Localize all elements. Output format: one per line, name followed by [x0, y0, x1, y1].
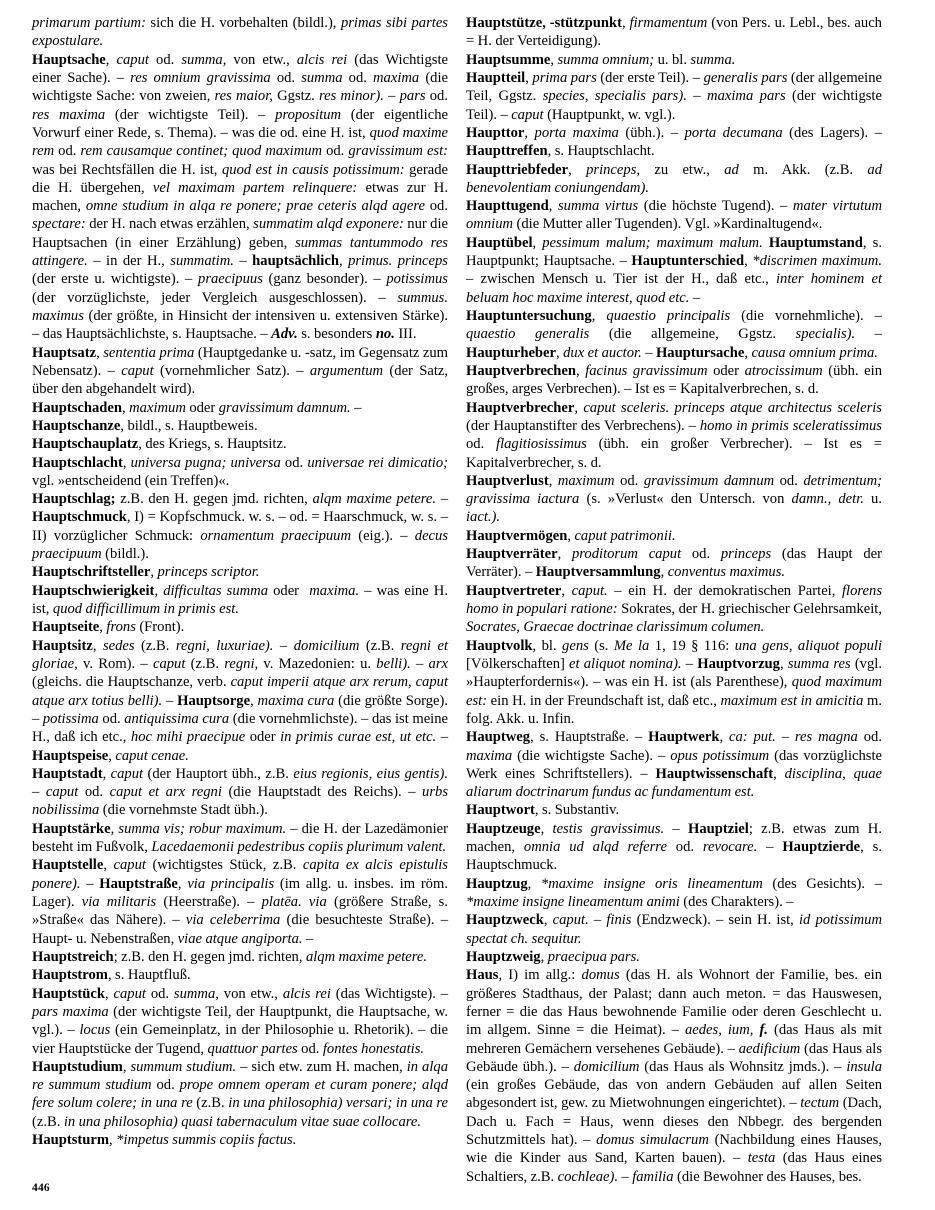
dictionary-entry: Hauptzweig, praecipua pars. — [466, 948, 640, 965]
dictionary-entry: Hauptverlust, maximum od. gravissimum damnum od. detrimentum; gravissima iactura (s. »Verlust« den Untersch. von damn., detr. u. iact.). — [466, 472, 883, 526]
page-number: 446 — [32, 1182, 50, 1194]
dictionary-entry: Hauptschauplatz, des Kriegs, s. Hauptsitz. — [32, 436, 287, 453]
dictionary-entry: Hauptstütze, -stützpunkt, firmamentum (von Pers. u. Lebl., bes. auch = H. der Verteidigung). — [466, 15, 882, 50]
dictionary-entry: Hauptstrom, s. Hauptfluß. — [32, 967, 191, 984]
dictionary-entry: Hauptsache, caput od. summa, von etw., alcis rei (das Wichtigste einer Sache). – res omnium gravissima od. summa od. maxima (die wichtigste Sache: von zweien, res maior, Ggstz. res minor). – pars od. res maxima (der wichtigste Teil). – propositum (der eigentliche Vorwurf einer Rede, s. Thema). – was die od. eine H. ist, quod maxime rem od. rem causamque continet; quod maximum od. gravissimum est: was bei Rechtsfällen die H. ist, quod est in causis potissimum: gerade die H. übergehen, vel maximam partem relinquere: etwas zur H. machen, omne studium in alqa re ponere; prae ceteris alqd agere od. spectare: der H. nach etwas erzählen, summatim alqd exponere: nur die Hauptsachen (in einer Erzählung) geben, summas tantummodo res attingere. – in der H., summatim. – hauptsächlich, primus. princeps (der erste u. wichtigste). – praecipuus (ganz besonder). – potissimus (der vorzüglichste, jeder Vergleich ausgeschlossen). – summus. maximus (der größte, in Hinsicht der intensiven u. extensiven Stärke). – das Hauptsächlichste, s. Hauptsache. – Adv. s. besonders no. III. — [32, 51, 449, 343]
dictionary-entry: Hauptwort, s. Substantiv. — [466, 802, 620, 819]
two-column-body — [32, 14, 903, 1185]
dictionary-entry: Hauptstück, caput od. summa, von etw., alcis rei (das Wichtigste). – pars maxima (der wichtigste Teil, der Hauptpunkt, die Hauptsache, w. vgl.). – locus (ein Gemeinplatz, in der Philosophie u. Rhetorik). – die vier Hauptstücke der Tugend, quattuor partes od. fontes honestatis. — [32, 985, 449, 1057]
dictionary-entry: Hauptübel, pessimum malum; maximum malum. Hauptumstand, s. Hauptpunkt; Hauptsache. – Hauptunterschied, *discrimen maximum. – zwischen Mensch u. Tier ist der H., daß etc., inter hominem et beluam hoc maxime interest, quod etc. – — [466, 234, 882, 306]
dictionary-entry: Hauptstadt, caput (der Hauptort übh., z.B. eius regionis, eius gentis). – caput od. caput et arx regni (die Hauptstadt des Reichs). – urbs nobilissima (die vornehmste Stadt übh.). — [32, 765, 448, 819]
dictionary-entry: Hauptsturm, *impetus summis copiis factus. — [32, 1132, 297, 1149]
dictionary-entry: Haupttriebfeder, princeps, zu etw., ad m. Akk. (z.B. ad benevolentiam coniungendam). — [466, 161, 882, 196]
dictionary-entry: Haupttugend, summa virtus (die höchste Tugend). – mater virtutum omnium (die Mutter aller Tugenden). Vgl. »Kardinaltugend«. — [466, 198, 882, 233]
dictionary-entry: Hauptschanze, bildl., s. Hauptbeweis. — [32, 417, 258, 434]
dictionary-entry: Hauptweg, s. Hauptstraße. – Hauptwerk, ca: put. – res magna od. maxima (die wichtigste Sache). – opus potissimum (das vorzüglichste Werk eines Schriftstellers). – Hauptwissenschaft, disciplina, quae aliarum doctrinarum fundus ac fundamentum est. — [466, 729, 882, 801]
right-column — [466, 14, 882, 1186]
dictionary-entry: Hauptschwierigkeit, difficultas summa oder maxima. – was eine H. ist, quod difficillimum in primis est. — [32, 582, 448, 617]
dictionary-entry: Hauptsatz, sententia prima (Hauptgedanke u. -satz, im Gegensatz zum Nebensatz). – caput (vornehmlicher Satz). – argumentum (der Satz, über den abgehandelt wird). — [32, 344, 449, 398]
dictionary-entry: Hauptstärke, summa vis; robur maximum. – die H. der Lazedämonier besteht im Fußvolk, Lacedaemonii pedestribus copiis plurimum valent. — [32, 820, 448, 856]
dictionary-entry: Hauptteil, prima pars (der erste Teil). – generalis pars (der allgemeine Teil, Ggstz. species, specialis pars). – maxima pars (der wichtigste Teil). – caput (Hauptpunkt, w. vgl.). — [466, 69, 882, 123]
dictionary-entry: Hauptverbrechen, facinus gravissimum oder atrocissimum (übh. ein großes, arges Verbrechen). – Ist es = Kapitalverbrechen, s. d. — [466, 362, 883, 398]
dictionary-entry: Hauptstreich; z.B. den H. gegen jmd. richten, alqm maxime petere. — [32, 948, 427, 965]
dictionary-entry: Haupttor, porta maxima (übh.). – porta decumana (des Lagers). – Haupttreffen, s. Hauptschlacht. — [466, 124, 882, 160]
dictionary-entry: Hauptstudium, summum studium. – sich etw. zum H. machen, in alqa re summum studium od. prope omnem operam et curam ponere; alqd fere solum colere; in una re (z.B. in una philosophia) versari; in una re (z.B. in una philosophia) quasi tabernaculum vitae suae collocare. — [32, 1058, 449, 1130]
dictionary-entry: Hauptschaden, maximum oder gravissimum damnum. – — [32, 399, 362, 416]
dictionary-entry: Hauptsitz, sedes (z.B. regni, luxuriae). – domicilium (z.B. regni et gloriae, v. Rom). – caput (z.B. regni, v. Mazedonien: u. belli). – arx (gleichs. die Hauptschanze, verb. caput imperii atque arx rerum, caput atque arx totius belli). – Hauptsorge, maxima cura (die größte Sorge). – potissima od. antiquissima cura (die vornehmlichste). – das ist meine H., daß ich etc., hoc mihi praecipue oder in primis curae est, ut etc. – Hauptspeise, caput cenae. — [32, 637, 449, 764]
dictionary-entry: Hauptseite, frons (Front). — [32, 619, 185, 636]
dictionary-entry: Haus, I) im allg.: domus (das H. als Wohnort der Familie, bes. ein größeres Stadthaus, der Palast; dann auch meton. = das Hauswesen, ferner = die das Haus bewohnende Familie oder deren Geschlecht u. im allgem. Sinne = die Heimat). – aedes, ium, f. (das Haus als mit mehreren Gemächern versehenes Gebäude). – aedificium (das Haus als Gebäude übh.). – domicilium (das Haus als Wohnsitz jmds.). – insula (ein großes Gebäude, das von andern Gebäuden auf allen Seiten abgesondert ist, gew. zu Mietwohnungen eingerichtet). – tectum (Dach, Dach u. Fach = Haus, wenn dieses den Nbbegr. des bergenden Schutzmittels hat). – domus simulacrum (Nachbildung eines Hauses, wie die Kinder aus Sand, Karten bauen). – testa (das Haus eines Schaltiers, z.B. cochleae). – familia (die Bewohner des Hauses, bes. — [466, 967, 883, 1185]
dictionary-entry: Hauptzeuge, testis gravissimus. – Hauptziel; z.B. etwas zum H. machen, omnia ud alqd referre od. revocare. – Hauptzierde, s. Hauptschmuck. — [466, 820, 882, 874]
left-column — [32, 14, 448, 1149]
dictionary-entry: Hauptvermögen, caput patrimonii. — [466, 527, 676, 544]
dictionary-entry: Hauptverräter, proditorum caput od. princeps (das Haupt der Verräter). – Hauptversammlung, conventus maximus. — [466, 546, 882, 581]
dictionary-entry: Hauptstelle, caput (wichtigstes Stück, z.B. capita ex alcis epistulis ponere). – Hauptstraße, via principalis (im allg. u. insbes. im röm. Lager). via militaris (Heerstraße). – platēa. via (größere Straße, s. »Straße« das Nähere). – via celeberrima (die besuchteste Straße). – Haupt- u. Nebenstraßen, viae atque angiporta. – — [32, 857, 448, 947]
dictionary-entry: Hauptzweck, caput. – finis (Endzweck). – sein H. ist, id potissimum spectat ch. sequitur. — [466, 912, 882, 947]
dictionary-entry: Hauptschlag; z.B. den H. gegen jmd. richten, alqm maxime petere. – Hauptschmuck, I) = Kopfschmuck. w. s. – od. = Haarschmuck, w. s. – II) vorzüglicher Schmuck: ornamentum praecipuum (eig.). – decus praecipuum (bildl.). — [32, 491, 449, 563]
dictionary-entry: Hauptschriftsteller, princeps scriptor. — [32, 564, 260, 581]
dictionary-entry: Hauptverbrecher, caput sceleris. princeps atque architectus sceleris (der Hauptanstifter des Verbrechens). – homo in primis sceleratissimus od. flagitiosissimus (übh. ein großer Verbrecher). – Ist es = Kapitalverbrecher, s. d. — [466, 399, 882, 471]
dictionary-entry: Hauptvolk, bl. gens (s. Me la 1, 19 § 116: una gens, aliquot populi [Völkerschaften] et aliquot nomina). – Hauptvorzug, summa res (vgl. »Haupterfordernis«). – was ein H. ist (als Parenthese), quod maximum est: ein H. in der Freundschaft ist, daß etc., maximum est in amicitia m. folg. Akk. u. Infin. — [466, 637, 883, 727]
dictionary-entry: Hauptschlacht, universa pugna; universa od. universae rei dimicatio; vgl. »entscheidend (ein Treffen)«. — [32, 454, 448, 489]
dictionary-entry: Hauptvertreter, caput. – ein H. der demokratischen Partei, florens homo in populari ratione: Sokrates, der H. griechischer Gelehrsamkeit, Socrates, Graecae doctrinae clarissimum columen. — [466, 582, 882, 636]
dictionary-entry: Hauptsumme, summa omnium; u. bl. summa. — [466, 51, 736, 68]
dictionary-entry: primarum partium: sich die H. vorbehalten (bildl.), primas sibi partes expostulare. — [32, 15, 448, 50]
dictionary-entry: Hauptzug, *maxime insigne oris lineamentum (des Gesichts). – *maxime insigne lineamentum animi (des Charakters). – — [466, 875, 882, 910]
dictionary-entry: Hauptuntersuchung, quaestio principalis (die vornehmliche). – quaestio generalis (die allgemeine, Ggstz. specialis). – Haupturheber, dux et auctor. – Hauptursache, causa omnium prima. — [466, 308, 882, 361]
